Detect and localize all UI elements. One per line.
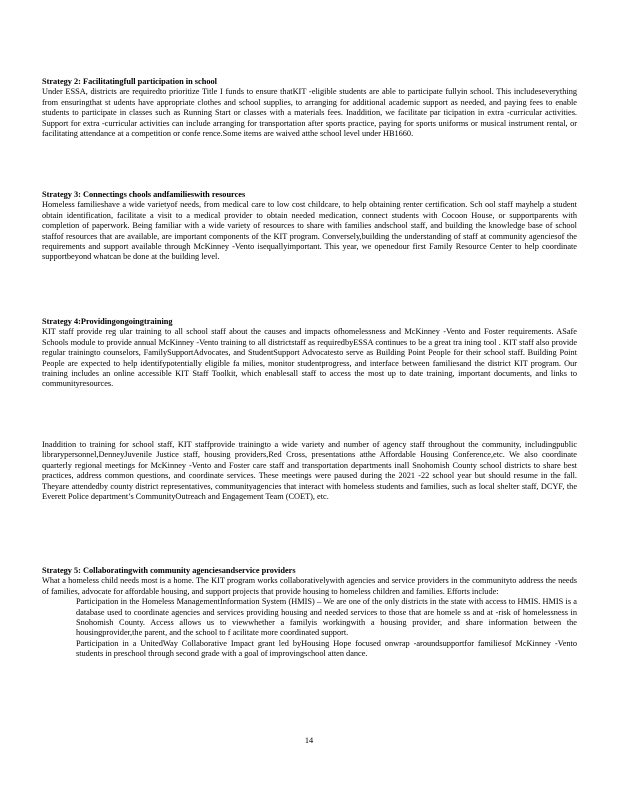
strategy-3-heading: Strategy 3: Connectings chools andfamilieswith resources <box>42 190 246 199</box>
bullet-glyph-icon <box>56 597 76 639</box>
bullet-item-unitedway <box>56 639 577 660</box>
strategy-4-heading: Strategy 4:Providingongoingtraining <box>42 317 173 326</box>
strategy-3-paragraph: Homeless familieshave a wide varietyof needs, from medical care to low cost childcare, to help obtaining renter certification. Sch ool staff mayhelp a student obtain identification, facilitate a visit to a medical provider to obtain needed medication, connect students with Cocoon House, or supportparents with completion of paperwork. Being familiar with a wide variety of resources to share with families andschool staff, and building the knowledge base of school staffof resources that are available, are important components of the KIT program. Conversely,building the understanding of staff at community agenciesof the requirements and support available through McKinney -Vento isequallyimportant. This year, we openedour first Family Resource Center to help coordinate supportbeyond whatcan be done at the building level. <box>42 200 577 262</box>
strategy-4-paragraph-2: Inaddition to training for school staff, KIT staffprovide trainingto a wide variety and number of agency staff throughout the community, includingpublic librarypersonnel,DenneyJuvenile Justice staff, housing providers,Red Cross, presentations atthe Affordable Housing Conference,etc. We also coordinate quarterly regional meetings for McKinney -Vento and Foster care staff and transportation departments inall Snohomish County school districts to share best practices, address common questions, and coordinate services. These meetings were paused during the 2021 -22 school year but should resume in the fall. Theyare attendedby county district representatives, communityagencies that interact with homeless students and families, such as local shelter staff, DCYF, the Everett Police department’s CommunityOutreach and Engagement Team (COET), etc. <box>42 440 577 502</box>
bullet-item-hmis <box>56 597 577 639</box>
strategy-5-heading: Strategy 5: Collaboratingwith community agenciesandservice providers <box>42 566 296 575</box>
strategy-2-section <box>42 77 577 139</box>
strategy-4-section <box>42 317 577 390</box>
bullet-glyph-icon <box>56 639 76 660</box>
strategy-2-paragraph: Under ESSA, districts are requiredto prioritize Title I funds to ensure thatKIT -eligible students are able to participate fullyin school. This includeseverything from ensuringthat st udents have appropriate clothes and school supplies, to arranging for additional academic support as needed, and paying fees to enable students to participate in classes such as Running Start or classes with a materials fees. Inaddition, we facilitate par ticipation in extra -curricular activities. Support for extra -curricular activities can include arranging for transportation after sports practice, paying for sports uniforms or musical instrument rental, or facilitating attendance at a competition or confe rence.Some items are waived atthe school level under HB1660. <box>42 87 577 139</box>
strategy-5-paragraph: What a homeless child needs most is a home. The KIT program works collaborativelywith agencies and service providers in the communityto address the needs of families, advocate for affordable housing, and support projects that provide housing to homeless children and families. Efforts include: <box>42 576 577 596</box>
strategy-2-heading: Strategy 2: Facilitatingfull participation in school <box>42 77 217 86</box>
strategy-4-paragraph: KIT staff provide reg ular training to all school staff about the causes and impacts ofhomelessness and McKinney -Vento and Foster requirements. ASafe Schools module to provide annual McKinney -Vento training to all districtstaff as requiredbyESSA continues to be a great tra ining tool . KIT staff also provide regular trainingto counselors, FamilySupportAdvocates, and StudentSupport Advocatesto serve as Building Point People for their school staff. Building Point People are expected to help identifypotentially eligible fa milies, monitor studentprogress, and interface between familiesand the district KIT program. Our training includes an online accessible KIT Staff Toolkit, which enablesall staff to access the most up to date training, important documents, and links to communityresources. <box>42 327 577 389</box>
strategy-5-section <box>42 566 577 660</box>
bullet-text-unitedway: Participation in a UnitedWay Collaborative Impact grant led byHousing Hope focused onwrap -aroundsupportfor familiesof McKinney -Vento students in preschool through second grade with a goal of improvingschool atten dance. <box>76 638 577 659</box>
strategy-3-section <box>42 190 577 263</box>
page-number: 14 <box>304 736 314 745</box>
strategy-4-additional-section <box>42 440 577 502</box>
bullet-text-hmis: Participation in the Homeless ManagementInformation System (HMIS) – We are one of the only districts in the state with access to HMIS. HMIS is a database used to coordinate agencies and services providing housing and needed services to those that are homele ss and at -risk of homelessness in Snohomish County. Access allows us to viewwhether a familyis workingwith a housing provider, and share information between the housingprovider,the parent, and the school to f acilitate more coordinated support. <box>76 597 577 638</box>
